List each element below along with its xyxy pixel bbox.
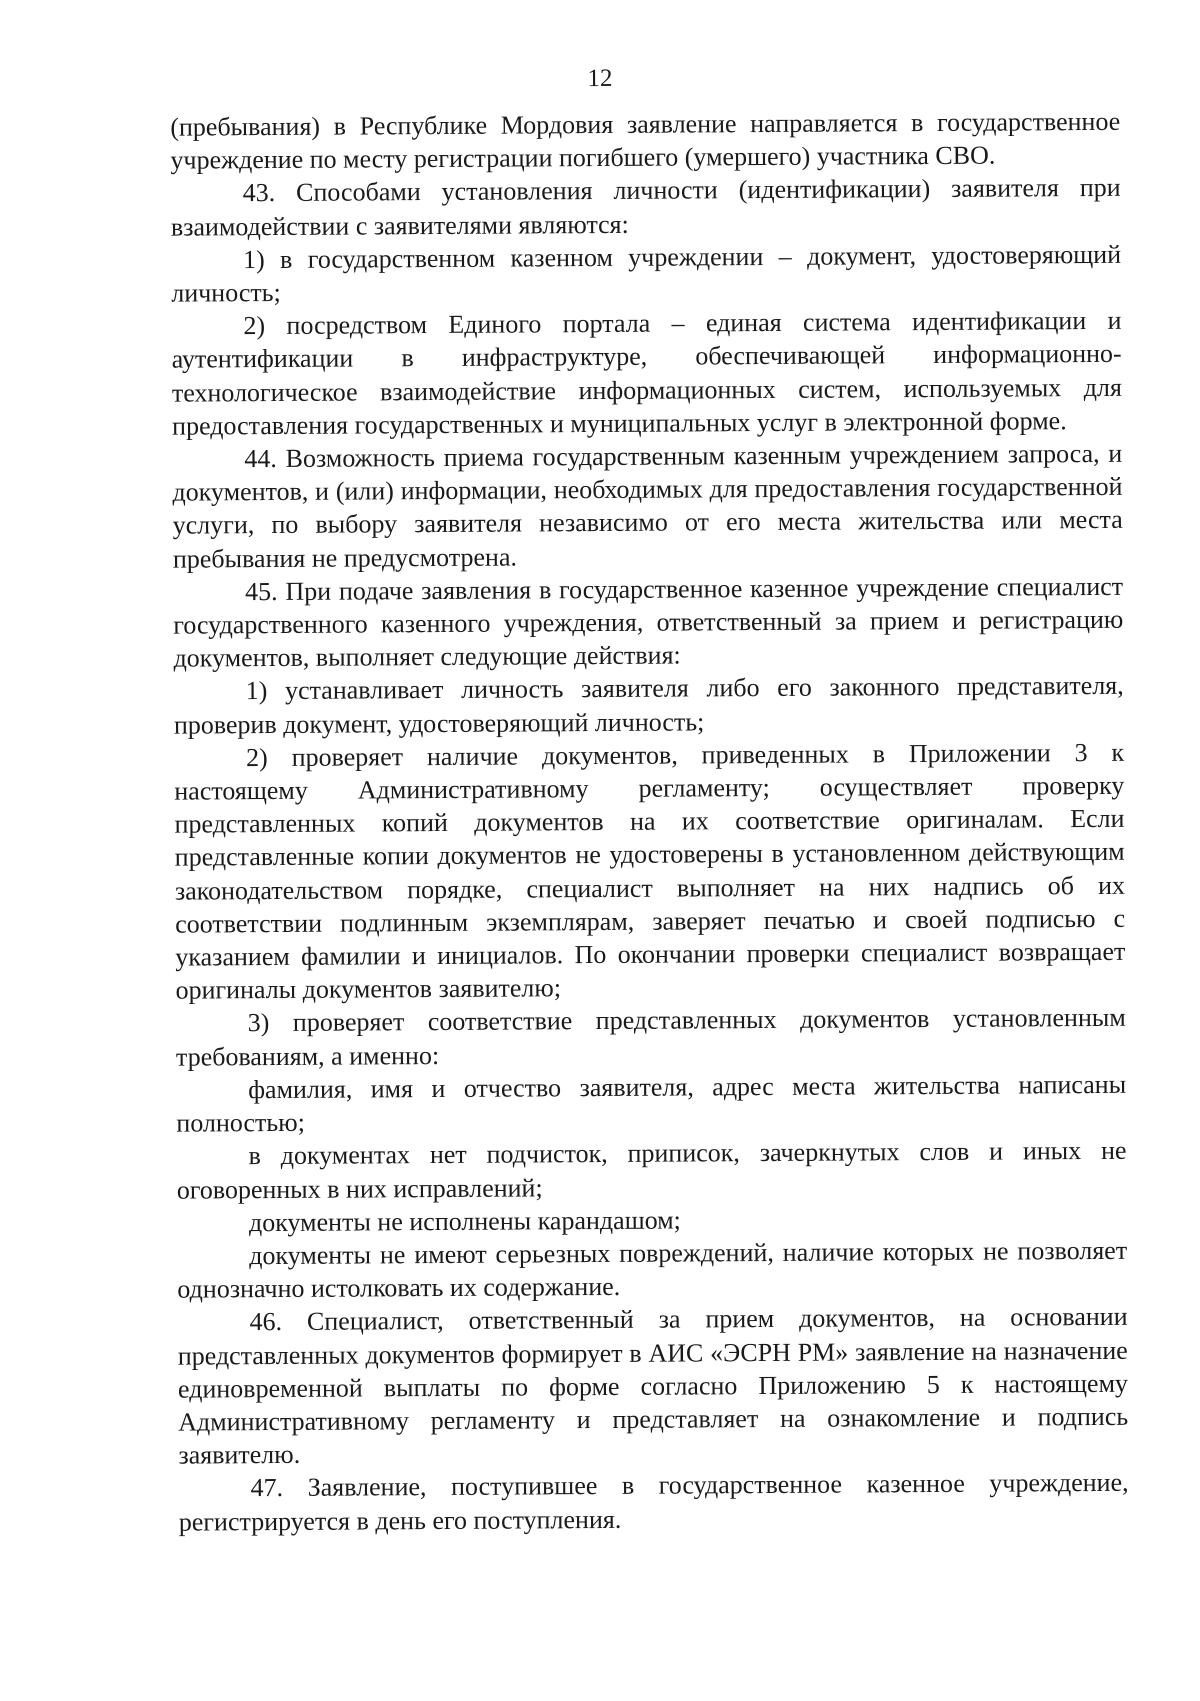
paragraph-45-item-1: 1) устанавливает личность заявителя либо его законного представителя, проверив документ, удостоверяющий личность; [173, 671, 1124, 740]
page-number: 12 [587, 64, 613, 93]
requirement-no-damage: документы не имеют серьезных повреждений, наличие которых не позволяет однозначно истолковать их содержание. [177, 1235, 1128, 1304]
paragraph-44: 44. Возможность приема государственным казенным учреждением запроса, и документов, и (или) информации, необходимых для предоставления государственной услуги, по выбору заявителя независимо от его места жительства или места пребывания не предусмотрена. [172, 438, 1123, 574]
paragraph-45: 45. При подаче заявления в государственное казенное учреждение специалист государственного казенного учреждения, ответственный за прием и регистрацию документов, выполняет следующие действия: [173, 571, 1124, 673]
paragraph-46: 46. Специалист, ответственный за прием документов, на основании представленных документов формирует в АИС «ЭСРН РМ» заявление на назначение единовременной выплаты по форме согласно Приложению 5 к настоящему Административному регламенту и представляет на ознакомление и подпись заявителю. [177, 1302, 1129, 1470]
paragraph-43-item-1: 1) в государственном казенном учреждении – документ, удостоверяющий личность; [171, 239, 1122, 308]
paragraph-43-item-2: 2) посредством Единого портала – единая система идентификации и аутентификации в инфраструктуре, обеспечивающей информационно-технологическое взаимодействие информационных систем, используемых для предоставления государственных и муниципальных услуг в электронной форме. [171, 306, 1122, 441]
paragraph-45-item-2: 2) проверяет наличие документов, приведенных в Приложении 3 к настоящему Административному регламенту; осуществляет проверку представленных копий документов на их соответствие оригиналам. Если представленные копии документов не удостоверены в установленном действующим законодательством порядке, специалист выполняет на них надпись об их соответствии подлинным экземплярам, заверяет печатью и своей подписью с указанием фамилии и инициалов. По окончании проверки специалист возвращает оригиналы документов заявителю; [174, 737, 1126, 1005]
paragraph-45-item-3: 3) проверяет соответствие представленных документов установленным требованиям, а именно: [175, 1003, 1126, 1072]
paragraph-47: 47. Заявление, поступившее в государственное казенное учреждение, регистрируется в день его поступления. [178, 1468, 1129, 1537]
requirement-no-pencil: документы не исполнены карандашом; [248, 1205, 681, 1237]
paragraph-continuation: (пребывания) в Республике Мордовия заявление направляется в государственное учреждение по месту регистрации погибшего (умершего) участника СВО. [170, 106, 1121, 175]
document-body [170, 105, 1129, 1539]
requirement-no-corrections: в документах нет подчисток, приписок, зачеркнутых слов и иных не оговоренных в них исправлений; [176, 1136, 1127, 1205]
requirement-full-name: фамилия, имя и отчество заявителя, адрес места жительства написаны полностью; [176, 1069, 1127, 1138]
paragraph-43: 43. Способами установления личности (идентификации) заявителя при взаимодействии с заявителями являются: [170, 173, 1121, 242]
